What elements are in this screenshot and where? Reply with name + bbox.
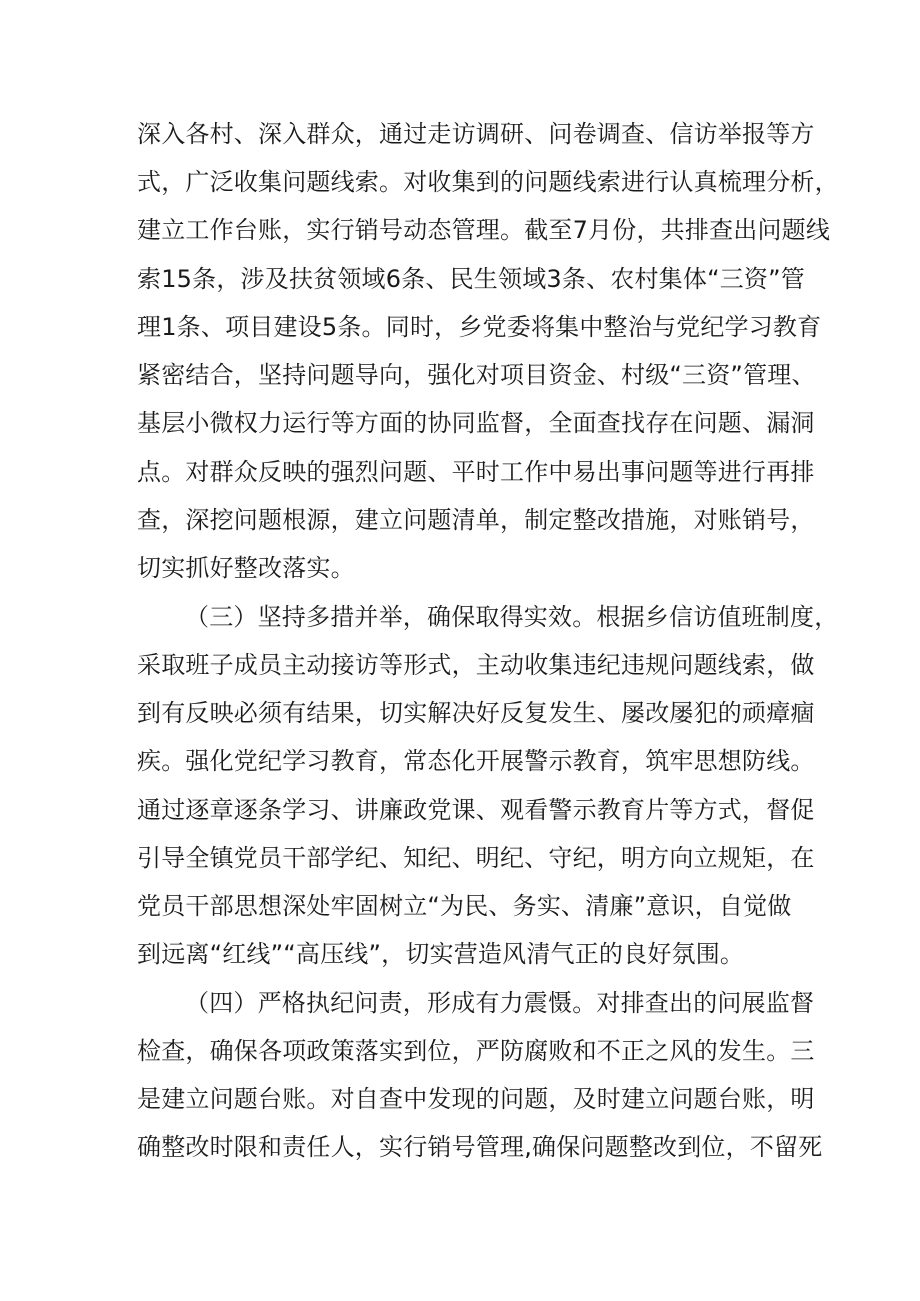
text-line: 查，深挖问题根源，建立问题清单，制定整改措施，对账销号， <box>137 506 815 534</box>
text-line: 紧密结合，坚持问题导向，强化对项目资金、村级“三资”管理、 <box>137 361 816 389</box>
text-line: 到远离“红线”“高压线”，切实营造风清气正的良好氛围。 <box>137 940 745 968</box>
text-line: 深入各村、深入群众，通过走访调研、问卷调查、信访举报等方 <box>137 120 815 148</box>
text-line: 切实抓好整改落实。 <box>137 554 355 582</box>
text-line: 采取班子成员主动接访等形式，主动收集违纪违规问题线索，做 <box>137 651 815 679</box>
text-line: 疾。强化党纪学习教育，常态化开展警示教育，筑牢思想防线。 <box>137 747 815 775</box>
text-line: 索15条，涉及扶贫领域6条、民生领域3条、农村集体“三资”管 <box>137 265 805 293</box>
text-line: 理1条、项目建设5条。同时，乡党委将集中整治与党纪学习教育 <box>137 313 822 341</box>
text-line: 建立工作台账，实行销号动态管理。截至7月份，共排查出问题线 <box>137 216 831 244</box>
text-line: 是建立问题台账。对自查中发现的问题，及时建立问题台账，明 <box>137 1085 815 1113</box>
text-line: 点。对群众反映的强烈问题、平时工作中易出事问题等进行再排 <box>137 458 815 486</box>
text-line: 式，广泛收集问题线索。对收集到的问题线索进行认真梳理分析， <box>137 168 839 196</box>
paragraph-heading-line: （四）严格执纪问责，形成有力震慑。对排查出的问展监督 <box>185 989 815 1017</box>
text-line: 党员干部思想深处牢固树立“为民、务实、清廉”意识，自觉做 <box>137 892 792 920</box>
text-line: 检查，确保各项政策落实到位，严防腐败和不正之风的发生。三 <box>137 1037 815 1065</box>
text-line: 基层小微权力运行等方面的协同监督，全面查找存在问题、漏洞 <box>137 409 815 437</box>
paragraph-heading-line: （三）坚持多措并举，确保取得实效。根据乡信访值班制度， <box>185 603 839 631</box>
text-line: 通过逐章逐条学习、讲廉政党课、观看警示教育片等方式，督促 <box>137 796 815 824</box>
text-line: 引导全镇党员干部学纪、知纪、明纪、守纪，明方向立规矩，在 <box>137 844 815 872</box>
text-line: 确整改时限和责任人，实行销号管理,确保问题整改到位，不留死 <box>137 1133 823 1161</box>
text-line: 到有反映必须有结果，切实解决好反复发生、屡改屡犯的顽瘴痼 <box>137 699 815 727</box>
